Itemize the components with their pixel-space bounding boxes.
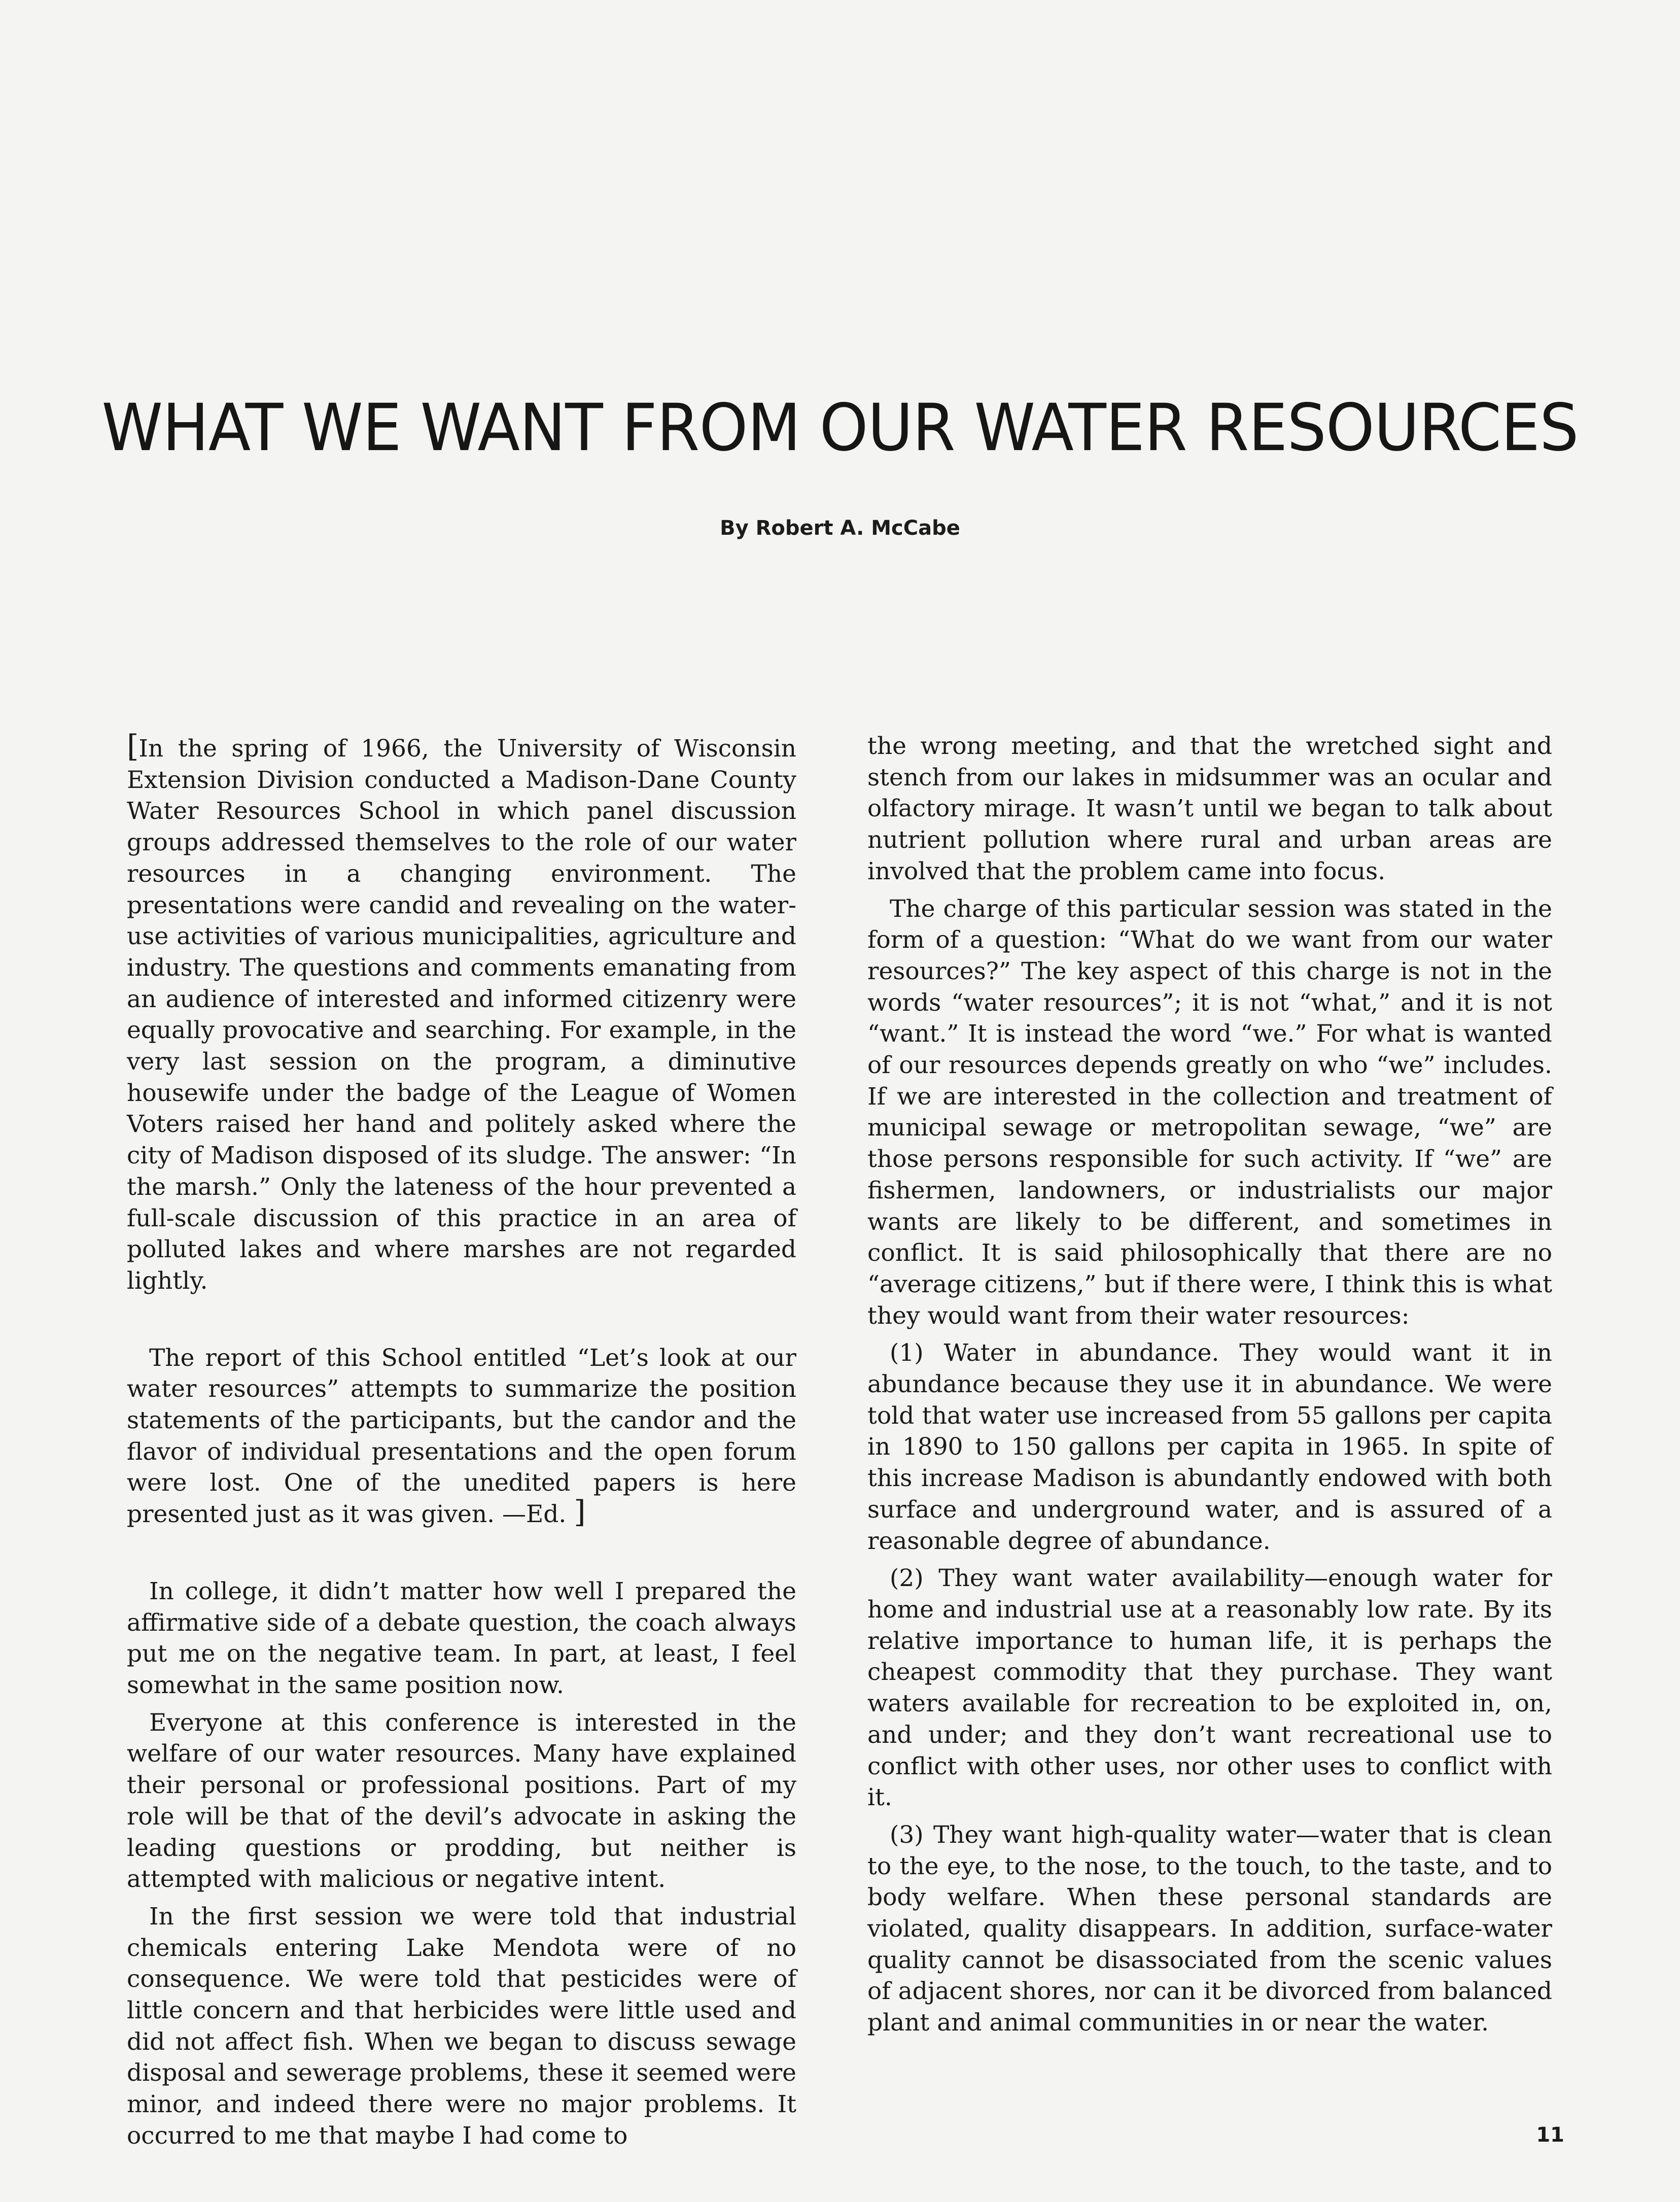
body-paragraph: (3) They want high-quality water—water that is clean to the eye, to the nose, to the touch, to the taste, and to body welfare. When these personal standards are violated, quality disappears. In addition, surface-water quality cannot be disassociated from the scenic values of adjacent shores, nor can it be divorced from balanced plant and animal communities in or near the water. <box>867 1820 1552 2037</box>
article-title: WHAT WE WANT FROM OUR WATER RESOURCES <box>101 390 1579 466</box>
body-paragraph: The charge of this particular session was stated in the form of a question: “What do we want from our water resources?” The key aspect of this charge is not in the words “water resources”; it is not “what,” and it is not “want.” It is instead the word “we.” For what is wanted of our resources depends greatly on who “we” includes. If we are interested in the collection and treatment of municipal sewage or metropolitan sewage, “we” are those persons responsible for such activity. If “we” are fishermen, landowners, or industrialists our major wants are likely to be different, and sometimes in conflict. It is said philosophically that there are no “average citizens,” but if there were, I think this is what they would want from their water resources: <box>867 894 1552 1330</box>
body-paragraph: In college, it didn’t matter how well I prepared the affirmative side of a debate question, the coach always put me on the negative team. In part, at least, I feel somewhat in the same position now. <box>127 1577 796 1699</box>
body-paragraph: (1) Water in abundance. They would want it in abundance because they use it in abundance. We were told that water use increased from 55 gallons per capita in 1890 to 150 gallons per capita in 1965. In spite of this increase Madison is abundantly endowed with both surface and underground water, and is assured of a reasonable degree of abundance. <box>867 1339 1552 1555</box>
editor-note-paragraph-2 <box>127 1343 796 1530</box>
page-number: 11 <box>1536 2123 1564 2147</box>
body-paragraph: Everyone at this conference is interested in the welfare of our water resources. Many have explained their personal or professional positions. Part of my role will be that of the devil’s advocate in asking the leading questions or prodding, but neither is attempted with malicious or negative intent. <box>127 1708 796 1894</box>
right-column <box>867 731 1552 2045</box>
body-paragraph: the wrong meeting, and that the wretched sight and stench from our lakes in midsummer was an ocular and olfactory mirage. It wasn’t until we began to talk about nutrient pollution where rural and urban areas are involved that the problem came into focus. <box>867 732 1552 885</box>
left-column <box>127 729 796 2158</box>
editor-note-paragraph-1 <box>127 729 796 1297</box>
editor-note-text-1: In the spring of 1966, the University of Wisconsin Extension Division conducted a Madison-Dane County Water Resources School in which panel discussion groups addressed themselves to the role of our water resources in a changing environment. The presentations were candid and revealing on the water-use activities of various municipalities, agriculture and industry. The questions and comments emanating from an audience of interested and informed citizenry were equally provocative and searching. For example, in the very last session on the program, a diminutive housewife under the badge of the League of Women Voters raised her hand and politely asked where the city of Madison disposed of its sludge. The answer: “In the marsh.” Only the lateness of the hour prevented a full-scale discussion of this practice in an area of polluted lakes and where marshes are not regarded lightly. <box>127 735 796 1295</box>
body-paragraph: (2) They want water availability—enough water for home and industrial use at a reasonably low rate. By its relative importance to human life, it is perhaps the cheapest commodity that they purchase. They want waters available for recreation to be exploited in, on, and under; and they don’t want recreational use to conflict with other uses, nor other uses to conflict with it. <box>867 1564 1552 1812</box>
open-bracket: [ <box>127 729 139 764</box>
body-paragraph: In the first session we were told that industrial chemicals entering Lake Mendota were of no consequence. We were told that pesticides were of little concern and that herbicides were little used and did not affect fish. When we began to discuss sewage disposal and sewerage problems, these it seemed were minor, and indeed there were no major problems. It occurred to me that maybe I had come to <box>127 1902 796 2150</box>
editor-note-text-2: The report of this School entitled “Let’s look at our water resources” attempts to summarize the position statements of the participants, but the candor and the flavor of individual presentations and the open forum were lost. One of the unedited papers is here presented just as it was given. —Ed. <box>127 1344 796 1529</box>
article-byline: By Robert A. McCabe <box>720 517 960 540</box>
close-bracket: ] <box>574 1494 586 1530</box>
